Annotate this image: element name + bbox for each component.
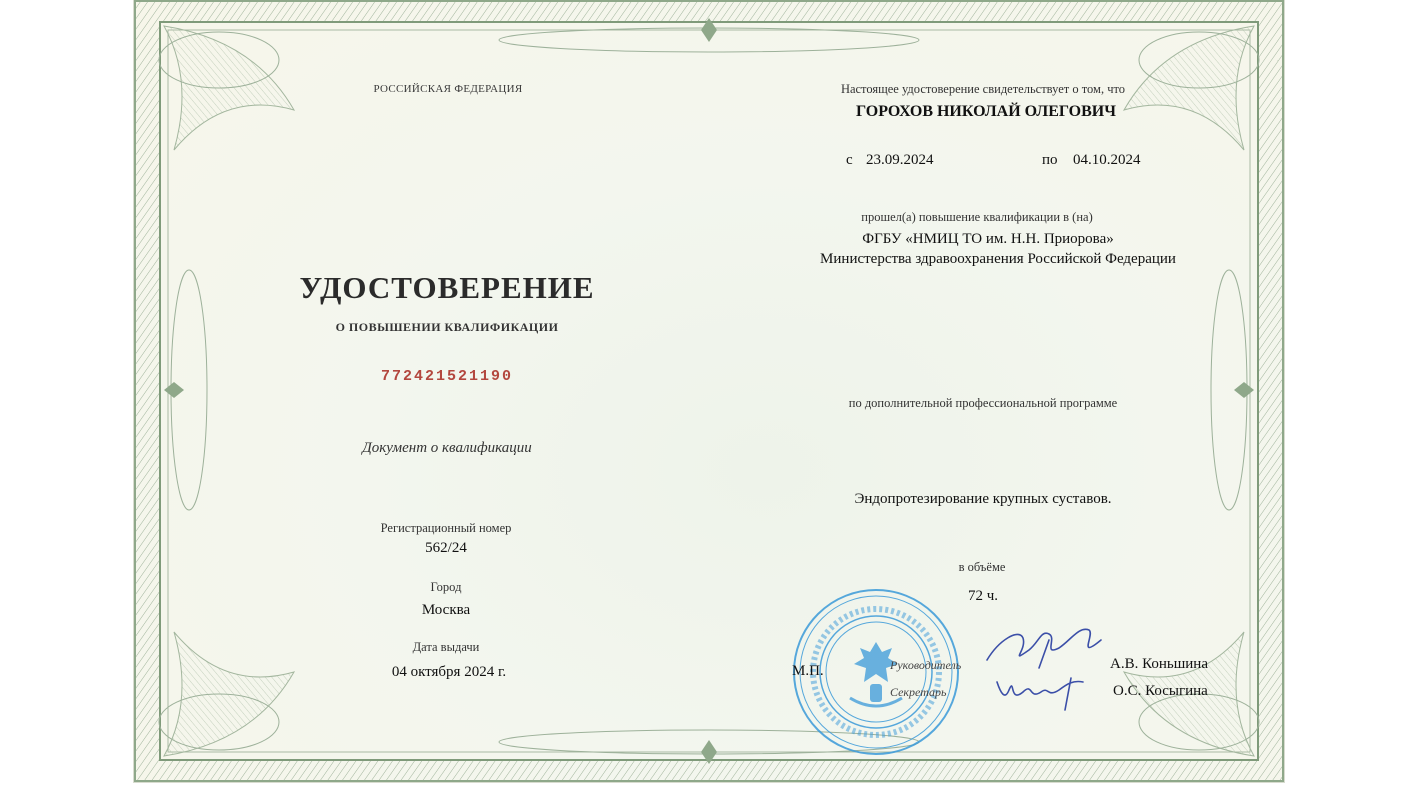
registration-label: Регистрационный номер xyxy=(380,521,512,535)
issue-date-label: Дата выдачи xyxy=(412,640,480,654)
certificate-sheet xyxy=(134,0,1284,782)
organization-line-1: ФГБУ «НМИЦ ТО им. Н.Н. Приорова» xyxy=(862,231,1114,247)
city-label: Город xyxy=(430,580,462,594)
head-role-label: Руководитель xyxy=(890,658,962,672)
program-name: Эндопротезирование крупных суставов. xyxy=(854,491,1112,507)
from-date: 23.09.2024 xyxy=(866,152,934,168)
document-title: УДОСТОВЕРЕНИЕ xyxy=(299,270,595,305)
serial-number: 772421521190 xyxy=(380,368,514,385)
program-label: по дополнительной профессиональной программе xyxy=(848,396,1118,410)
secretary-role-label: Секретарь xyxy=(890,685,947,699)
to-label: по xyxy=(1042,152,1058,168)
head-name: А.В. Коньшина xyxy=(1110,656,1208,672)
document-subtitle: О ПОВЫШЕНИИ КВАЛИФИКАЦИИ xyxy=(335,320,559,334)
secretary-name: О.С. Косыгина xyxy=(1113,683,1208,699)
volume-label: в объёме xyxy=(958,560,1006,574)
seal-label: М.П. xyxy=(792,663,824,679)
holder-name: ГОРОХОВ НИКОЛАЙ ОЛЕГОВИЧ xyxy=(856,103,1116,120)
issue-date-value: 04 октября 2024 г. xyxy=(391,664,507,680)
organization-line-2: Министерства здравоохранения Российской Федерации xyxy=(820,251,1176,267)
passed-text: прошел(а) повышение квалификации в (на) xyxy=(861,210,1093,224)
volume-value: 72 ч. xyxy=(967,588,999,604)
country-label: РОССИЙСКАЯ ФЕДЕРАЦИЯ xyxy=(373,83,523,95)
to-date: 04.10.2024 xyxy=(1073,152,1141,168)
city-value: Москва xyxy=(421,602,471,618)
handwritten-signatures-icon xyxy=(979,620,1109,715)
document-kind: Документ о квалификации xyxy=(362,440,532,456)
registration-number: 562/24 xyxy=(425,540,467,556)
from-label: с xyxy=(846,152,853,168)
intro-text: Настоящее удостоверение свидетельствует о том, что xyxy=(840,82,1126,96)
